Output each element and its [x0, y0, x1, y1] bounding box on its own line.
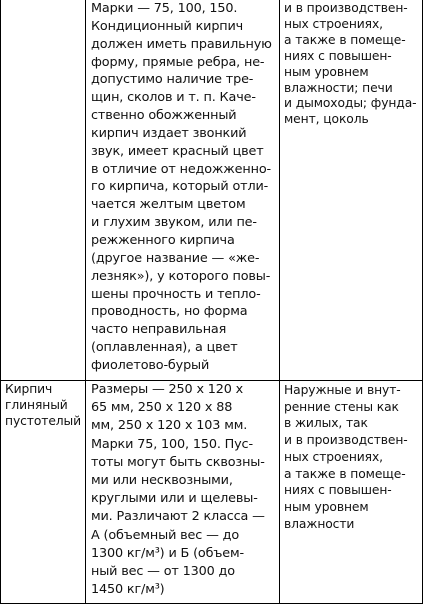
cell-text-line: ных строениях, [284, 16, 383, 31]
cell-text-line: ниях с повышен- [284, 483, 392, 498]
material-properties-cell [86, 381, 279, 599]
cell-text-line: влажности [284, 516, 355, 531]
cell-text-line: Кондиционный кирпич [91, 18, 244, 34]
cell-text-line: ниях с повышен- [284, 48, 392, 63]
cell-text-line: Наружные и внут- [284, 383, 401, 397]
cell-text-line: должен иметь правильную [91, 36, 272, 52]
table-row [1, 0, 422, 380]
material-name-cell [1, 0, 85, 2]
cell-text-line: Марки — 75, 100, 150. [91, 1, 238, 16]
cell-text-line: 1300 кг/м³) и Б (объем- [91, 545, 244, 561]
cell-text-line: пустотелый [5, 413, 82, 428]
cell-text-line: а также в помеще- [284, 466, 406, 481]
cell-text-line: ных строениях, [284, 449, 383, 464]
cell-text-line: проводность, но форма [91, 304, 248, 320]
cell-text-line: ный вес — от 1300 до [91, 564, 235, 580]
cell-text-line: (другое название — «же- [91, 250, 260, 266]
material-properties-cell [86, 0, 279, 375]
cell-text-line: ми или несквозными, [91, 473, 233, 489]
cell-text-line: мм, 250 x 120 x 103 мм. [91, 418, 248, 434]
cell-text-line: форму, прямые ребра, не- [91, 54, 265, 70]
cell-text-line: шены прочность и тепло- [91, 286, 261, 302]
cell-text-line: ми. Различают 2 класса — [91, 509, 265, 525]
cell-text-line: и в производствен- [284, 1, 408, 15]
cell-text-line: в жилых, так [284, 416, 368, 431]
cell-text-line: кирпич издает звонкий [91, 125, 247, 141]
cell-text-line: щин, сколов и т. п. Каче- [91, 90, 256, 106]
cell-text-line: ным уровнем [284, 499, 369, 514]
cell-text-line: чается желтым цветом [91, 197, 246, 213]
cell-text-line: и в производствен- [284, 433, 408, 448]
cell-text-line: влажности; печи [284, 80, 393, 95]
cell-text-line: 65 мм, 250 x 120 x 88 [91, 400, 233, 416]
material-usage-cell [280, 0, 422, 128]
cell-text-line: звук, имеет красный цвет [91, 143, 264, 159]
cell-text-line: го кирпича, который отли- [91, 179, 269, 195]
material-usage-cell [280, 381, 422, 532]
cell-text-line: А (объемный вес — до [91, 527, 240, 543]
cell-text-line: тоты могут быть сквозны- [91, 454, 265, 470]
cell-text-line: лезняк»), у которого повы- [91, 268, 271, 284]
cell-text-line: и дымоходы; фунда- [284, 96, 417, 111]
cell-text-line: круглыми или и щелевы- [91, 491, 258, 507]
cell-text-line: часто неправильная [91, 322, 227, 338]
cell-text-line: мент, цоколь [284, 112, 369, 127]
cell-text-line: ным уровнем [284, 64, 369, 79]
material-name-cell [1, 381, 85, 430]
cell-text-line: Марки 75, 100, 150. Пус- [91, 436, 253, 452]
cell-text-line: допустимо наличие тре- [91, 72, 254, 88]
cell-text-line: в отличие от недожженно- [91, 161, 271, 177]
cell-text-line: и глухим звуком, или пе- [91, 215, 257, 231]
cell-text-line: режженного кирпича [91, 232, 235, 248]
table-row [1, 380, 422, 604]
cell-text-line: фиолетово-бурый [91, 357, 210, 373]
cell-text-line: ренние стены как [284, 399, 399, 414]
cell-text-line: Размеры — 250 x 120 x [91, 382, 244, 397]
cell-text-line: (оплавленная), а цвет [91, 340, 238, 356]
cell-text-line: ственно обожженный [91, 108, 237, 124]
cell-text-line: а также в помеще- [284, 32, 406, 47]
cell-text-line: глиняный [5, 397, 68, 412]
cell-text-line: Кирпич [5, 382, 53, 396]
cell-text-line: 1450 кг/м³) [91, 582, 165, 598]
